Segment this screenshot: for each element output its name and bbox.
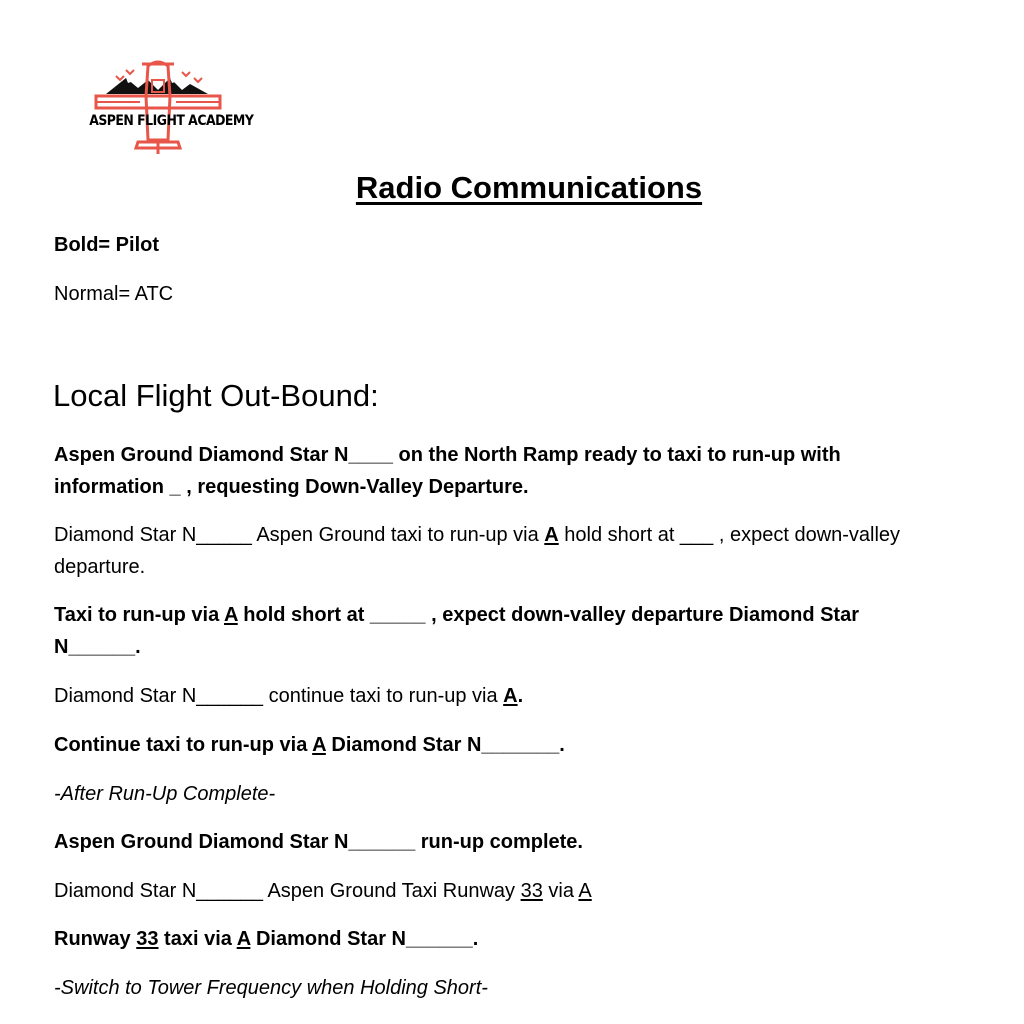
text: Diamond Star N______ Aspen Ground Taxi Runway xyxy=(54,880,521,902)
airplane-mountains-icon xyxy=(78,60,254,156)
text: Diamond Star N_______. xyxy=(325,734,565,756)
logo-text: ASPEN FLIGHT ACADEMY xyxy=(89,113,254,129)
taxiway-a: A xyxy=(236,928,251,950)
text: Diamond Star N______ continue taxi to run-up via xyxy=(54,685,504,707)
legend-normal: Normal= ATC xyxy=(54,283,174,305)
text: via xyxy=(542,880,579,902)
atc-line-2b: departure. xyxy=(54,556,146,578)
text: Runway xyxy=(54,928,137,950)
document-title: Radio Communications xyxy=(355,170,703,205)
text: hold short at _____ , expect down-valley departure Diamond Star xyxy=(237,604,859,626)
pilot-line-7: Aspen Ground Diamond Star N______ run-up complete. xyxy=(54,831,583,853)
taxiway-a: A xyxy=(578,880,592,902)
text: Diamond Star N_____ Aspen Ground taxi to run-up via xyxy=(54,524,545,546)
aspen-flight-academy-logo xyxy=(78,60,254,156)
text: Diamond Star N______. xyxy=(250,928,479,950)
atc-line-8 xyxy=(54,875,1004,907)
note-after-runup: -After Run-Up Complete- xyxy=(54,783,276,805)
pilot-line-1a: Aspen Ground Diamond Star N____ on the North Ramp ready to taxi to run-up with xyxy=(54,444,841,466)
taxiway-a: A xyxy=(312,734,326,756)
pilot-line-3b: N______. xyxy=(54,636,141,658)
text: taxi via xyxy=(158,928,237,950)
atc-line-4 xyxy=(54,680,1004,712)
taxiway-a: A xyxy=(544,524,559,546)
section-heading: Local Flight Out-Bound: xyxy=(53,378,379,413)
text: . xyxy=(517,685,524,707)
note-switch-tower: -Switch to Tower Frequency when Holding Short- xyxy=(54,977,488,999)
pilot-line-1b: information _ , requesting Down-Valley Departure. xyxy=(54,476,529,498)
text: Taxi to run-up via xyxy=(54,604,225,626)
text: Continue taxi to run-up via xyxy=(54,734,313,756)
taxiway-a: A xyxy=(503,685,518,707)
runway-33: 33 xyxy=(136,928,159,950)
taxiway-a: A xyxy=(224,604,238,626)
pilot-line-9 xyxy=(54,923,1004,955)
pilot-line-3a xyxy=(54,599,1004,631)
text: hold short at ___ , expect down-valley xyxy=(558,524,901,546)
pilot-line-5 xyxy=(54,729,1004,761)
atc-line-2a xyxy=(54,519,1004,551)
runway-33: 33 xyxy=(520,880,543,902)
legend-bold: Bold= Pilot xyxy=(54,234,159,256)
